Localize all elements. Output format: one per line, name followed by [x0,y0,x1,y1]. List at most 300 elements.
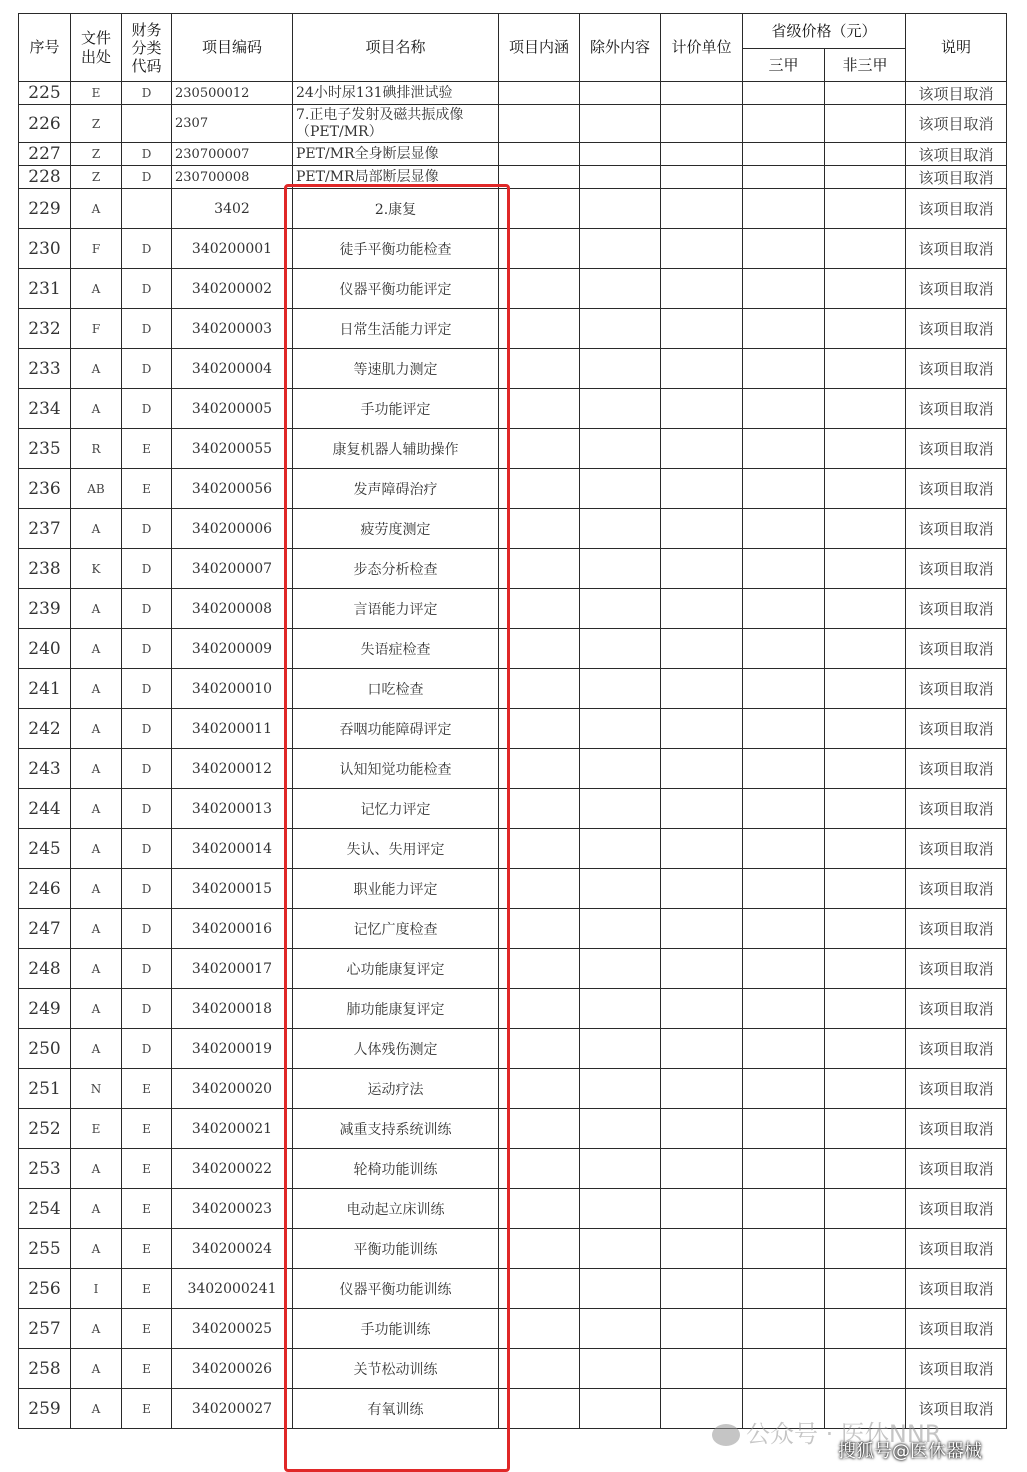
table-row [19,989,1007,1029]
cell-project-code: 340200055 [172,429,293,469]
cell-file-source: A [71,749,122,789]
cell-project-code: 230700007 [172,143,293,166]
cell-exclusions [580,909,661,949]
cell-price-tier2 [825,1349,906,1389]
cell-seq: 239 [19,589,71,629]
cell-price-tier1 [743,1309,825,1349]
cell-project-code: 340200005 [172,389,293,429]
table-row [19,589,1007,629]
cell-project-name: 轮椅功能训练 [293,1149,499,1189]
cell-project-content [499,989,580,1029]
cell-file-source: K [71,549,122,589]
cell-project-content [499,1149,580,1189]
cell-file-source: R [71,429,122,469]
cell-price-tier1 [743,269,825,309]
cell-seq: 230 [19,229,71,269]
cell-pricing-unit [661,509,743,549]
cell-exclusions [580,1069,661,1109]
table-row [19,789,1007,829]
cell-seq: 258 [19,1349,71,1389]
cell-project-name: 日常生活能力评定 [293,309,499,349]
cell-price-tier2 [825,82,906,105]
cell-price-tier1 [743,1109,825,1149]
cell-project-content [499,589,580,629]
cell-project-content [499,309,580,349]
cell-project-content [499,1069,580,1109]
cell-exclusions [580,789,661,829]
cell-remark: 该项目取消 [906,549,1007,589]
cell-price-tier2 [825,349,906,389]
cell-price-tier2 [825,749,906,789]
cell-seq: 246 [19,869,71,909]
cell-finance-code: D [122,229,172,269]
cell-file-source: A [71,909,122,949]
cell-file-source: A [71,709,122,749]
cell-file-source: A [71,1389,122,1429]
cell-seq: 247 [19,909,71,949]
cell-project-name: 言语能力评定 [293,589,499,629]
cell-finance-code: D [122,869,172,909]
cell-remark: 该项目取消 [906,909,1007,949]
cell-project-name: 肺功能康复评定 [293,989,499,1029]
cell-remark: 该项目取消 [906,669,1007,709]
cell-project-name: 平衡功能训练 [293,1229,499,1269]
cell-pricing-unit [661,1269,743,1309]
cell-price-tier2 [825,229,906,269]
cell-price-tier1 [743,1349,825,1389]
cell-exclusions [580,629,661,669]
cell-file-source: E [71,82,122,105]
cell-project-code: 3402 [172,189,293,229]
cell-project-name: 康复机器人辅助操作 [293,429,499,469]
cell-finance-code: E [122,1149,172,1189]
table-row [19,1309,1007,1349]
cell-exclusions [580,1189,661,1229]
cell-file-source: AB [71,469,122,509]
cell-file-source: A [71,949,122,989]
cell-exclusions [580,469,661,509]
cell-price-tier2 [825,589,906,629]
cell-price-tier1 [743,509,825,549]
cell-remark: 该项目取消 [906,166,1007,189]
header-project-content: 项目内涵 [499,14,580,82]
cell-remark: 该项目取消 [906,789,1007,829]
cell-pricing-unit [661,869,743,909]
cell-seq: 252 [19,1109,71,1149]
watermark-text: 公众号 · 医休NNR [746,1420,942,1448]
cell-seq: 245 [19,829,71,869]
cell-price-tier2 [825,669,906,709]
cell-file-source: A [71,189,122,229]
cell-remark: 该项目取消 [906,1149,1007,1189]
cell-project-content [499,909,580,949]
cell-pricing-unit [661,349,743,389]
cell-pricing-unit [661,189,743,229]
cell-pricing-unit [661,1109,743,1149]
header-provincial-price: 省级价格（元） [743,14,906,49]
cell-project-name: 等速肌力测定 [293,349,499,389]
cell-remark: 该项目取消 [906,1349,1007,1389]
cell-exclusions [580,429,661,469]
cell-project-name: 减重支持系统训练 [293,1109,499,1149]
table-row [19,1229,1007,1269]
header-file-source: 文件 出处 [71,14,122,82]
cell-finance-code: E [122,429,172,469]
cell-project-content [499,229,580,269]
cell-remark: 该项目取消 [906,949,1007,989]
cell-finance-code: D [122,549,172,589]
cell-finance-code: E [122,1189,172,1229]
cell-file-source: A [71,829,122,869]
cell-project-code: 340200016 [172,909,293,949]
cell-project-name: 认知知觉功能检查 [293,749,499,789]
cell-file-source: A [71,789,122,829]
cell-project-code: 340200019 [172,1029,293,1069]
cell-pricing-unit [661,309,743,349]
cell-project-name: 失语症检查 [293,629,499,669]
cell-project-name: 关节松动训练 [293,1349,499,1389]
cell-finance-code: D [122,909,172,949]
cell-file-source: A [71,1349,122,1389]
cell-project-code: 340200022 [172,1149,293,1189]
cell-price-tier2 [825,469,906,509]
cell-remark: 该项目取消 [906,469,1007,509]
cell-finance-code: D [122,389,172,429]
cell-project-code: 340200021 [172,1109,293,1149]
cell-project-content [499,709,580,749]
cell-project-name: 手功能训练 [293,1309,499,1349]
cell-seq: 254 [19,1189,71,1229]
cell-project-content [499,1269,580,1309]
cell-exclusions [580,82,661,105]
cell-price-tier1 [743,105,825,143]
cell-seq: 259 [19,1389,71,1429]
table-row [19,1269,1007,1309]
cell-exclusions [580,389,661,429]
cell-price-tier1 [743,669,825,709]
cell-remark: 该项目取消 [906,269,1007,309]
cell-file-source: A [71,669,122,709]
table-row [19,869,1007,909]
header-exclusions: 除外内容 [580,14,661,82]
cell-pricing-unit [661,989,743,1029]
cell-seq: 235 [19,429,71,469]
cell-file-source: F [71,309,122,349]
cell-remark: 该项目取消 [906,1029,1007,1069]
cell-project-content [499,669,580,709]
cell-project-name: 7.正电子发射及磁共振成像（PET/MR） [293,105,499,143]
cell-project-name: 24小时尿131碘排泄试验 [293,82,499,105]
cell-price-tier2 [825,989,906,1029]
cell-exclusions [580,309,661,349]
cell-price-tier1 [743,1149,825,1189]
cell-seq: 234 [19,389,71,429]
table-row [19,1349,1007,1389]
cell-seq: 226 [19,105,71,143]
table-row [19,669,1007,709]
cell-pricing-unit [661,829,743,869]
cell-finance-code [122,105,172,143]
cell-project-content [499,1389,580,1429]
cell-exclusions [580,1029,661,1069]
cell-finance-code: D [122,143,172,166]
cell-remark: 该项目取消 [906,105,1007,143]
header-seq: 序号 [19,14,71,82]
table-row [19,82,1007,105]
cell-project-content [499,349,580,389]
cell-pricing-unit [661,469,743,509]
cell-finance-code: D [122,349,172,389]
cell-remark: 该项目取消 [906,989,1007,1029]
cell-project-code: 3402000241 [172,1269,293,1309]
cell-price-tier1 [743,789,825,829]
cell-remark: 该项目取消 [906,429,1007,469]
cell-file-source: A [71,1149,122,1189]
cell-price-tier2 [825,309,906,349]
cell-price-tier1 [743,949,825,989]
table-row [19,1029,1007,1069]
table-row [19,429,1007,469]
cell-project-name: 有氧训练 [293,1389,499,1429]
cell-file-source: A [71,1029,122,1069]
cell-finance-code: E [122,1349,172,1389]
cell-seq: 243 [19,749,71,789]
cell-pricing-unit [661,143,743,166]
cell-price-tier1 [743,989,825,1029]
cell-seq: 228 [19,166,71,189]
cell-price-tier1 [743,829,825,869]
cell-project-content [499,469,580,509]
table-row [19,1109,1007,1149]
cell-project-content [499,789,580,829]
cell-project-code: 340200025 [172,1309,293,1349]
header-finance-code: 财务 分类 代码 [122,14,172,82]
cell-seq: 255 [19,1229,71,1269]
cell-seq: 257 [19,1309,71,1349]
cell-price-tier2 [825,1149,906,1189]
cell-seq: 242 [19,709,71,749]
cell-project-content [499,143,580,166]
cell-project-content [499,166,580,189]
cell-project-code: 340200056 [172,469,293,509]
cell-price-tier1 [743,549,825,589]
cell-price-tier1 [743,1029,825,1069]
table-body [19,82,1007,1429]
cell-finance-code: D [122,166,172,189]
cell-project-code: 2307 [172,105,293,143]
cell-price-tier2 [825,789,906,829]
cell-price-tier1 [743,709,825,749]
cell-seq: 253 [19,1149,71,1189]
cell-file-source: I [71,1269,122,1309]
cell-price-tier2 [825,1069,906,1109]
cell-finance-code: E [122,1389,172,1429]
cell-project-name: 疲劳度测定 [293,509,499,549]
cell-project-code: 340200012 [172,749,293,789]
cell-exclusions [580,509,661,549]
cell-project-content [499,549,580,589]
table-row [19,829,1007,869]
cell-finance-code: D [122,949,172,989]
cell-project-content [499,1029,580,1069]
cell-project-name: 仪器平衡功能训练 [293,1269,499,1309]
cell-project-code: 230700008 [172,166,293,189]
cell-project-name: 记忆广度检查 [293,909,499,949]
cell-finance-code: E [122,1229,172,1269]
cell-price-tier2 [825,1189,906,1229]
cell-exclusions [580,1389,661,1429]
source-label: 搜狐号@医休器械 [838,1441,982,1462]
cell-price-tier2 [825,143,906,166]
cell-seq: 233 [19,349,71,389]
cell-exclusions [580,1229,661,1269]
cell-exclusions [580,1269,661,1309]
cell-finance-code: D [122,1029,172,1069]
cell-price-tier2 [825,1029,906,1069]
cell-finance-code: E [122,1269,172,1309]
cell-project-content [499,389,580,429]
cell-exclusions [580,269,661,309]
cell-project-code: 340200014 [172,829,293,869]
cell-pricing-unit [661,429,743,469]
cell-price-tier1 [743,1229,825,1269]
cell-remark: 该项目取消 [906,1069,1007,1109]
cell-pricing-unit [661,589,743,629]
table-row [19,389,1007,429]
cell-finance-code: E [122,469,172,509]
cell-finance-code: E [122,1069,172,1109]
cell-project-content [499,269,580,309]
header-project-code: 项目编码 [172,14,293,82]
cell-exclusions [580,749,661,789]
cell-price-tier1 [743,909,825,949]
cell-exclusions [580,1109,661,1149]
cell-exclusions [580,709,661,749]
cell-exclusions [580,1309,661,1349]
cell-project-code: 340200024 [172,1229,293,1269]
cell-pricing-unit [661,105,743,143]
cell-project-code: 340200015 [172,869,293,909]
cell-remark: 该项目取消 [906,309,1007,349]
cell-remark: 该项目取消 [906,1309,1007,1349]
cell-project-code: 340200001 [172,229,293,269]
cell-project-code: 340200004 [172,349,293,389]
cell-project-code: 340200011 [172,709,293,749]
cell-seq: 251 [19,1069,71,1109]
header-remark: 说明 [906,14,1007,82]
cell-remark: 该项目取消 [906,869,1007,909]
cell-project-code: 340200002 [172,269,293,309]
cell-price-tier1 [743,166,825,189]
cell-exclusions [580,669,661,709]
header-pricing-unit: 计价单位 [661,14,743,82]
cell-project-name: 心功能康复评定 [293,949,499,989]
cell-file-source: A [71,1229,122,1269]
cell-project-code: 340200023 [172,1189,293,1229]
cell-file-source: E [71,1109,122,1149]
cell-remark: 该项目取消 [906,82,1007,105]
cell-price-tier2 [825,549,906,589]
cell-remark: 该项目取消 [906,1189,1007,1229]
cell-price-tier1 [743,749,825,789]
cell-exclusions [580,869,661,909]
cell-project-content [499,869,580,909]
cell-price-tier2 [825,429,906,469]
cell-file-source: Z [71,143,122,166]
cell-seq: 249 [19,989,71,1029]
cell-price-tier2 [825,189,906,229]
price-table [18,13,1007,1429]
cell-price-tier1 [743,429,825,469]
cell-remark: 该项目取消 [906,829,1007,869]
cell-file-source: Z [71,105,122,143]
cell-price-tier1 [743,869,825,909]
cell-project-name: 人体残伤测定 [293,1029,499,1069]
cell-pricing-unit [661,229,743,269]
cell-remark: 该项目取消 [906,709,1007,749]
cell-exclusions [580,989,661,1029]
cell-finance-code: E [122,1109,172,1149]
cell-price-tier2 [825,389,906,429]
cell-price-tier2 [825,1309,906,1349]
cell-project-content [499,629,580,669]
cell-project-code: 230500012 [172,82,293,105]
cell-project-name: 吞咽功能障碍评定 [293,709,499,749]
cell-exclusions [580,349,661,389]
cell-finance-code: D [122,669,172,709]
cell-price-tier2 [825,709,906,749]
cell-project-name: 记忆力评定 [293,789,499,829]
cell-project-content [499,509,580,549]
cell-project-name: 失认、失用评定 [293,829,499,869]
table-row [19,229,1007,269]
cell-price-tier2 [825,949,906,989]
cell-remark: 该项目取消 [906,1229,1007,1269]
cell-remark: 该项目取消 [906,589,1007,629]
cell-price-tier1 [743,389,825,429]
cell-project-code: 340200006 [172,509,293,549]
cell-seq: 248 [19,949,71,989]
cell-seq: 231 [19,269,71,309]
cell-project-content [499,1229,580,1269]
cell-seq: 237 [19,509,71,549]
cell-pricing-unit [661,629,743,669]
cell-project-code: 340200013 [172,789,293,829]
cell-price-tier2 [825,1109,906,1149]
cell-project-code: 340200007 [172,549,293,589]
cell-finance-code: D [122,789,172,829]
cell-file-source: A [71,509,122,549]
table-row [19,143,1007,166]
header-project-name: 项目名称 [293,14,499,82]
cell-project-name: 职业能力评定 [293,869,499,909]
cell-project-content [499,829,580,869]
cell-finance-code: D [122,629,172,669]
cell-project-content [499,1189,580,1229]
cell-remark: 该项目取消 [906,629,1007,669]
table-row [19,909,1007,949]
cell-price-tier2 [825,1269,906,1309]
table-row [19,1149,1007,1189]
table-row [19,749,1007,789]
cell-price-tier1 [743,309,825,349]
cell-finance-code: D [122,309,172,349]
table-row [19,269,1007,309]
cell-price-tier2 [825,105,906,143]
table-row [19,949,1007,989]
cell-exclusions [580,949,661,989]
table-row [19,309,1007,349]
